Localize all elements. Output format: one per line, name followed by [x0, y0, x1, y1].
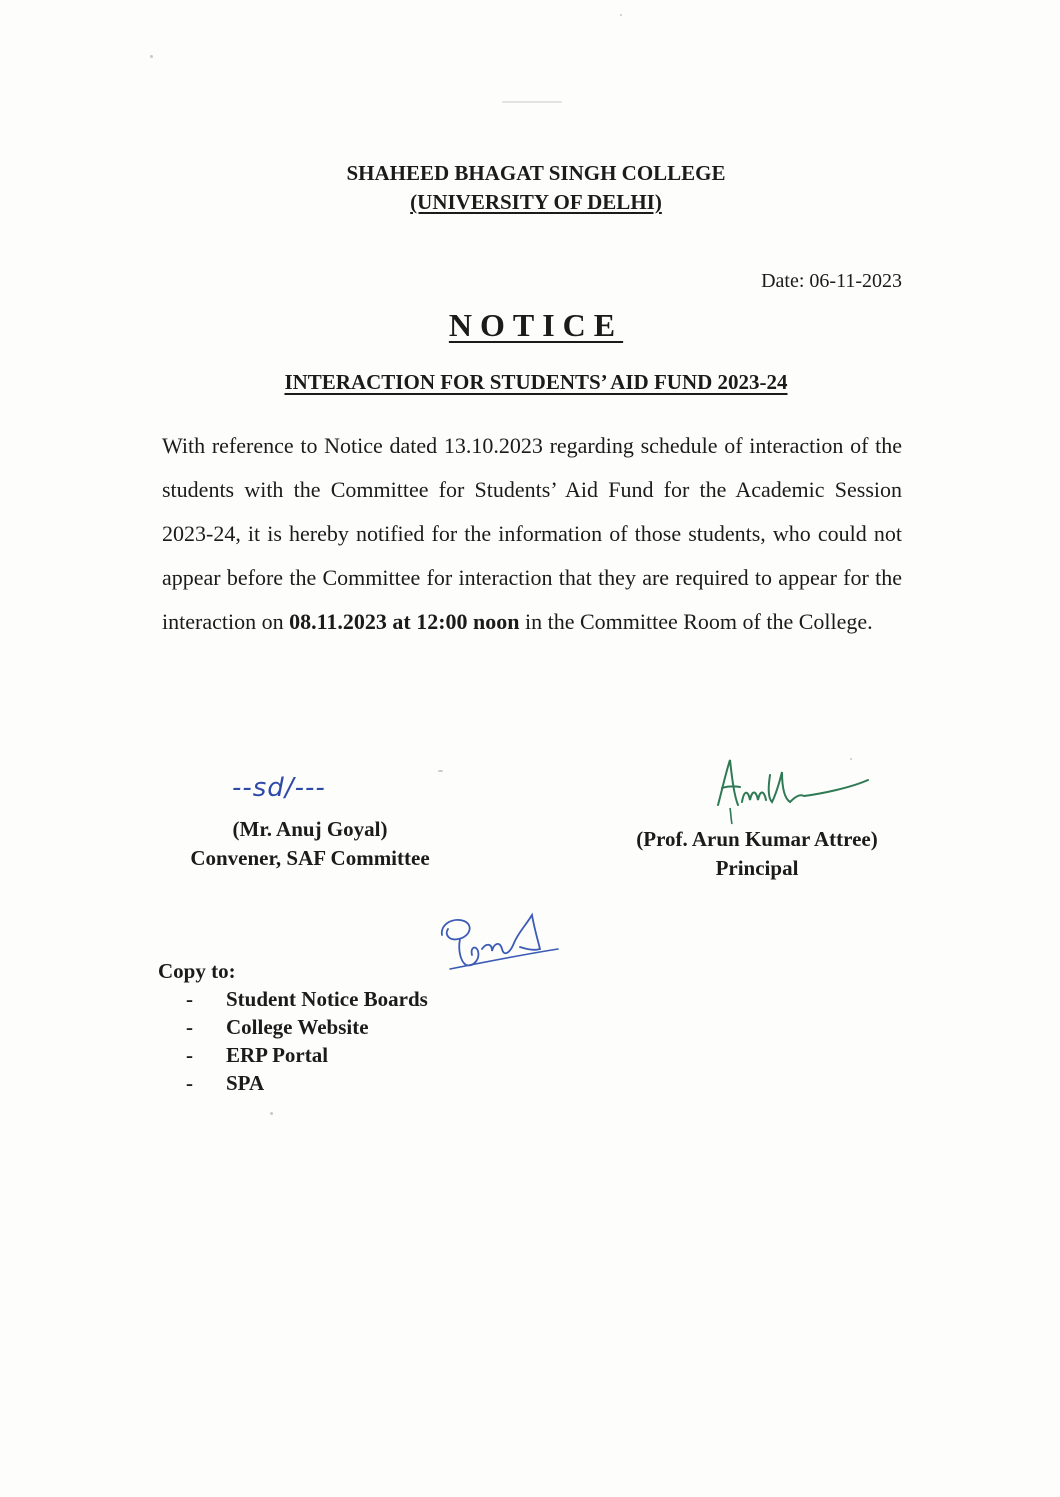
- scan-speck: [270, 1112, 273, 1115]
- signatory-left-name: (Mr. Anuj Goyal): [232, 817, 388, 841]
- signatory-left-title: Convener, SAF Committee: [190, 846, 430, 870]
- copy-to-list: [186, 985, 428, 1097]
- copy-to-item: - SPA: [186, 1071, 265, 1095]
- copy-to-item: - College Website: [186, 1015, 369, 1039]
- college-name: SHAHEED BHAGAT SINGH COLLEGE: [346, 161, 726, 185]
- copy-to-item: - ERP Portal: [186, 1043, 329, 1067]
- notice-body-text: With reference to Notice dated 13.10.2023 regarding schedule of interaction of the students with the Committee for Students’ Aid Fund for the Academic Session 2023-24, it is hereby notified for the information of those students, who could not appear before the Committee for interaction that they are required to appear for the interaction on: [162, 433, 902, 634]
- copy-to-item-label: College Website: [226, 1015, 369, 1039]
- notice-subject: INTERACTION FOR STUDENTS’ AID FUND 2023-24: [284, 370, 788, 394]
- notice-title: NOTICE: [448, 307, 624, 343]
- copy-to-label: Copy to:: [158, 959, 236, 983]
- signatory-left: [150, 815, 470, 873]
- notice-body: [162, 424, 902, 644]
- copy-to-item: - Student Notice Boards: [186, 987, 428, 1011]
- interaction-date-time: 08.11.2023 at 12:00 noon: [289, 609, 520, 634]
- university-name: (UNIVERSITY OF DELHI): [410, 190, 662, 214]
- signatory-right: [592, 825, 922, 883]
- signatory-right-name: (Prof. Arun Kumar Attree): [636, 827, 878, 851]
- scan-speck: [620, 14, 622, 16]
- initial-signature: [430, 905, 565, 975]
- copy-to-item-label: Student Notice Boards: [226, 987, 428, 1011]
- signatory-right-title: Principal: [715, 856, 799, 880]
- copy-to-item-label: ERP Portal: [226, 1043, 329, 1067]
- principal-signature: [700, 750, 880, 825]
- scan-speck: [438, 770, 443, 772]
- scan-speck: [150, 55, 153, 58]
- sd-mark: --sd/---: [232, 773, 326, 803]
- scan-speck: [502, 101, 562, 103]
- notice-body-closing: in the Committee Room of the College.: [519, 609, 873, 634]
- notice-date: Date: 06-11-2023: [761, 270, 902, 292]
- copy-to-item-label: SPA: [226, 1071, 265, 1095]
